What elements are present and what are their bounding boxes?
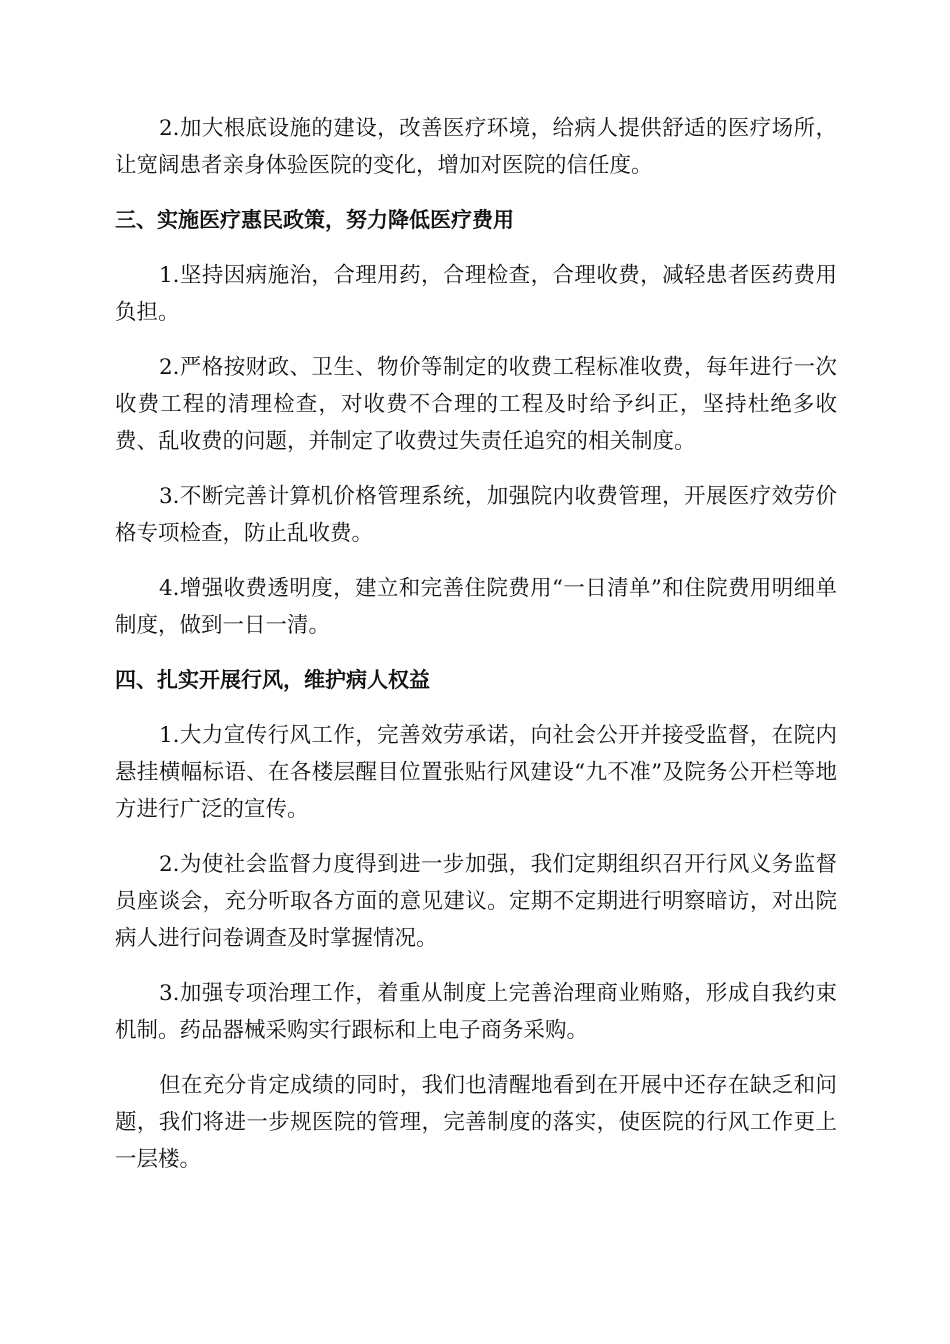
paragraph-infrastructure: 2.加大根底设施的建设，改善医疗环境，给病人提供舒适的医疗场所，让宽阔患者亲身体验医院的变化，增加对医院的信任度。 [115,116,837,178]
section-heading-3: 三、实施医疗惠民政策，努力降低医疗费用 [115,208,514,232]
paragraph-4-3: 3.加强专项治理工作，着重从制度上完善治理商业贿赂，形成自我约束机制。药品器械采购实行跟标和上电子商务采购。 [115,981,837,1043]
paragraph-3-3: 3.不断完善计算机价格管理系统，加强院内收费管理，开展医疗效劳价格专项检查，防止乱收费。 [115,484,837,546]
paragraph-conclusion: 但在充分肯定成绩的同时，我们也清醒地看到在开展中还存在缺乏和问题，我们将进一步规医院的管理，完善制度的落实，使医院的行风工作更上一层楼。 [115,1073,837,1172]
paragraph-4-1: 1.大力宣传行风工作，完善效劳承诺，向社会公开并接受监督，在院内悬挂横幅标语、在各楼层醒目位置张贴行风建设“九不准”及院务公开栏等地方进行广泛的宣传。 [115,723,837,822]
paragraph-3-1: 1.坚持因病施治，合理用药，合理检查，合理收费，减轻患者医药费用负担。 [115,263,837,325]
paragraph-3-2: 2.严格按财政、卫生、物价等制定的收费工程标准收费，每年进行一次收费工程的清理检查，对收费不合理的工程及时给予纠正，坚持杜绝多收费、乱收费的问题，并制定了收费过失责任追究的相关制度。 [115,355,837,454]
paragraph-4-2: 2.为使社会监督力度得到进一步加强，我们定期组织召开行风义务监督员座谈会，充分听取各方面的意见建议。定期不定期进行明察暗访，对出院病人进行问卷调查及时掌握情况。 [115,852,837,951]
paragraph-3-4: 4.增强收费透明度，建立和完善住院费用“一日清单”和住院费用明细单制度，做到一日一清。 [115,576,837,638]
section-heading-4: 四、扎实开展行风，维护病人权益 [115,668,430,692]
document-body [115,110,837,1196]
